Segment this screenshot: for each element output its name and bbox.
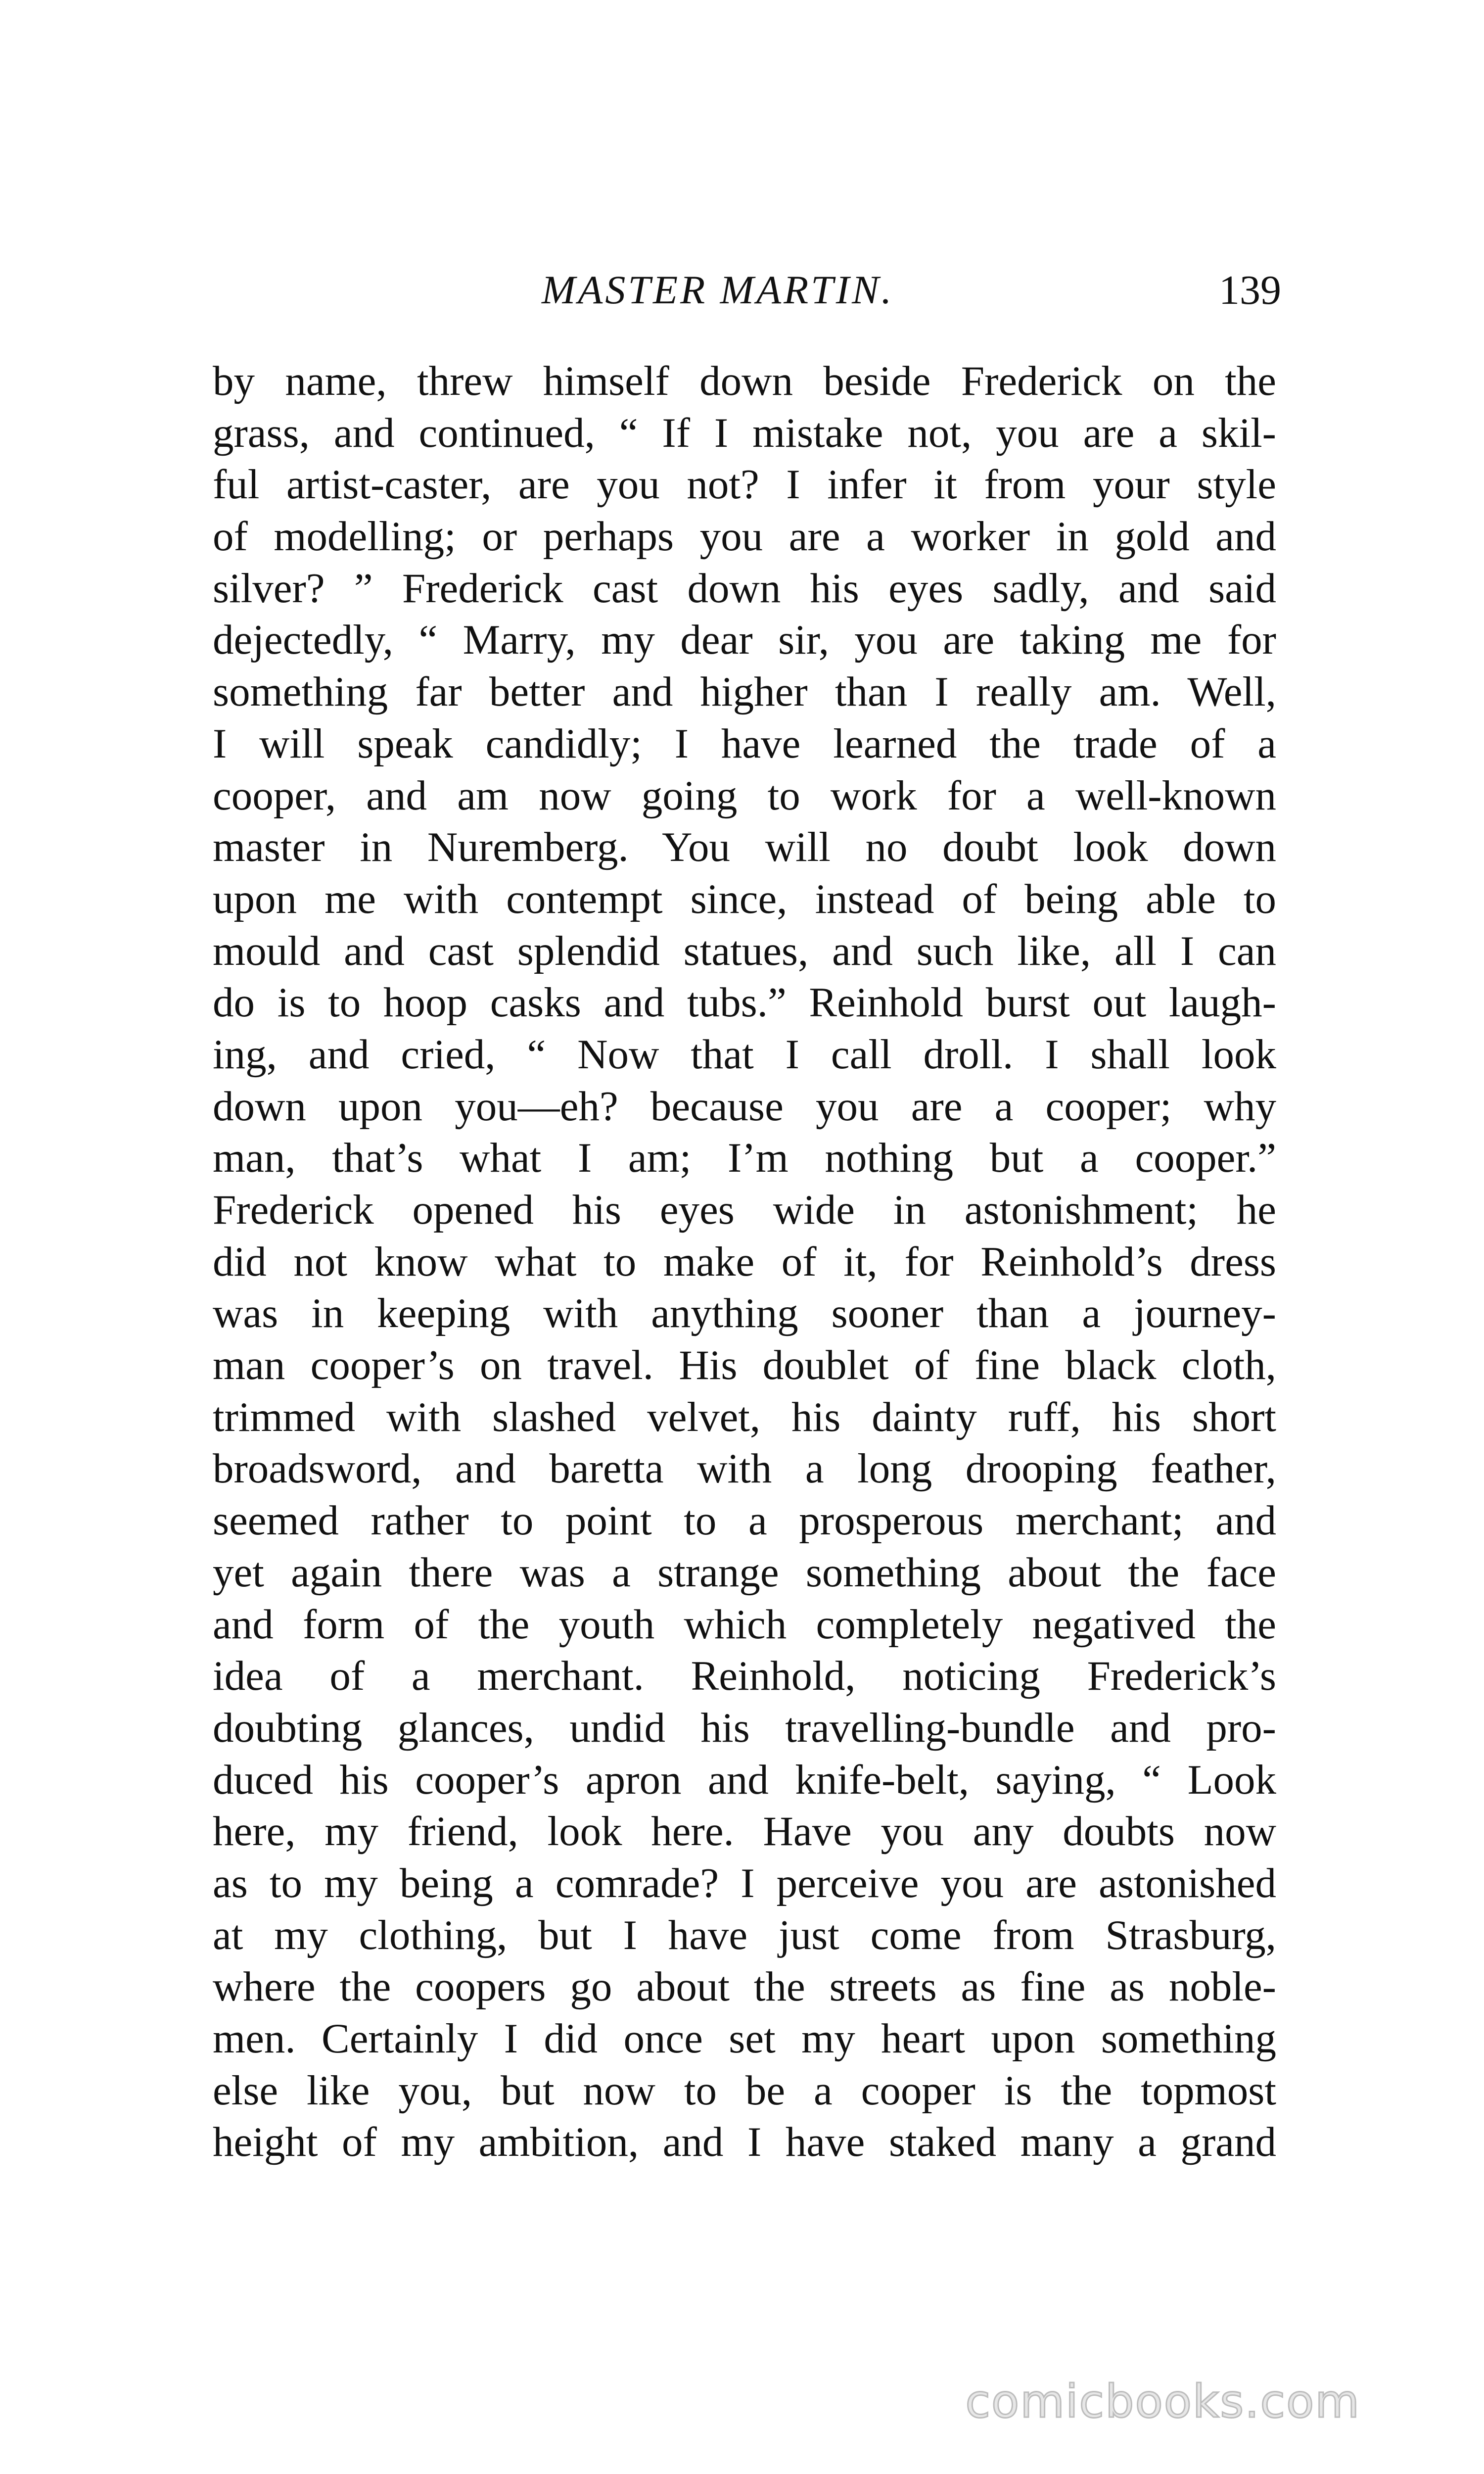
text-line: by name, threw himself down beside Frederick on the xyxy=(213,358,1276,404)
text-line: mould and cast splendid statues, and such like, all I can xyxy=(213,927,1276,974)
text-line: was in keeping with anything sooner than a journey- xyxy=(213,1290,1276,1337)
text-line: doubting glances, undid his travelling-bundle and pro- xyxy=(213,1704,1276,1751)
text-line: as to my being a comrade? I perceive you are astonished xyxy=(213,1859,1276,1906)
watermark: comicbooks.com xyxy=(965,2375,1360,2428)
text-line: here, my friend, look here. Have you any doubts now xyxy=(213,1808,1276,1855)
text-line: man cooper’s on travel. His doublet of fine black cloth, xyxy=(213,1342,1276,1389)
text-line: height of my ambition, and I have staked many a grand xyxy=(213,2119,1276,2166)
text-line: something far better and higher than I really am. Well, xyxy=(213,668,1276,715)
text-line: of modelling; or perhaps you are a worker in gold and xyxy=(213,513,1276,560)
text-line: silver? ” Frederick cast down his eyes sadly, and said xyxy=(213,565,1276,612)
text-line: do is to hoop casks and tubs.” Reinhold burst out laugh- xyxy=(213,979,1276,1026)
body-text xyxy=(213,355,1276,2168)
text-line: Frederick opened his eyes wide in astonishment; he xyxy=(213,1187,1276,1233)
text-line: where the coopers go about the streets as fine as noble- xyxy=(213,1963,1276,2010)
text-line: grass, and continued, “ If I mistake not, you are a skil- xyxy=(213,409,1276,456)
text-line: cooper, and am now going to work for a well-known xyxy=(213,772,1276,819)
text-line: men. Certainly I did once set my heart upon something xyxy=(213,2015,1276,2062)
text-line: idea of a merchant. Reinhold, noticing Frederick’s xyxy=(213,1653,1276,1700)
text-line: trimmed with slashed velvet, his dainty ruff, his short xyxy=(213,1393,1276,1440)
text-line: did not know what to make of it, for Reinhold’s dress xyxy=(213,1238,1276,1285)
text-line: at my clothing, but I have just come from Strasburg, xyxy=(213,1911,1276,1958)
text-line: ing, and cried, “ Now that I call droll. I shall look xyxy=(213,1031,1276,1078)
text-line: master in Nuremberg. You will no doubt look down xyxy=(213,824,1276,871)
text-line: ful artist-caster, are you not? I infer it from your style xyxy=(213,461,1276,508)
text-line: broadsword, and baretta with a long drooping feather, xyxy=(213,1445,1276,1492)
text-line: seemed rather to point to a prosperous merchant; and xyxy=(213,1497,1276,1544)
running-title: MASTER MARTIN. xyxy=(542,267,894,312)
text-line: duced his cooper’s apron and knife-belt, saying, “ Look xyxy=(213,1756,1276,1803)
text-line: and form of the youth which completely negatived the xyxy=(213,1601,1276,1648)
text-line: man, that’s what I am; I’m nothing but a cooper.” xyxy=(213,1135,1276,1182)
text-line: upon me with contempt since, instead of being able to xyxy=(213,875,1276,922)
text-line: dejectedly, “ Marry, my dear sir, you are taking me for xyxy=(213,617,1276,664)
page-number: 139 xyxy=(1219,267,1281,313)
text-line: I will speak candidly; I have learned the trade of a xyxy=(213,720,1276,767)
text-line: else like you, but now to be a cooper is the topmost xyxy=(213,2067,1276,2114)
text-line: yet again there was a strange something about the face xyxy=(213,1549,1276,1596)
text-line: down upon you—eh? because you are a cooper; why xyxy=(213,1083,1276,1130)
